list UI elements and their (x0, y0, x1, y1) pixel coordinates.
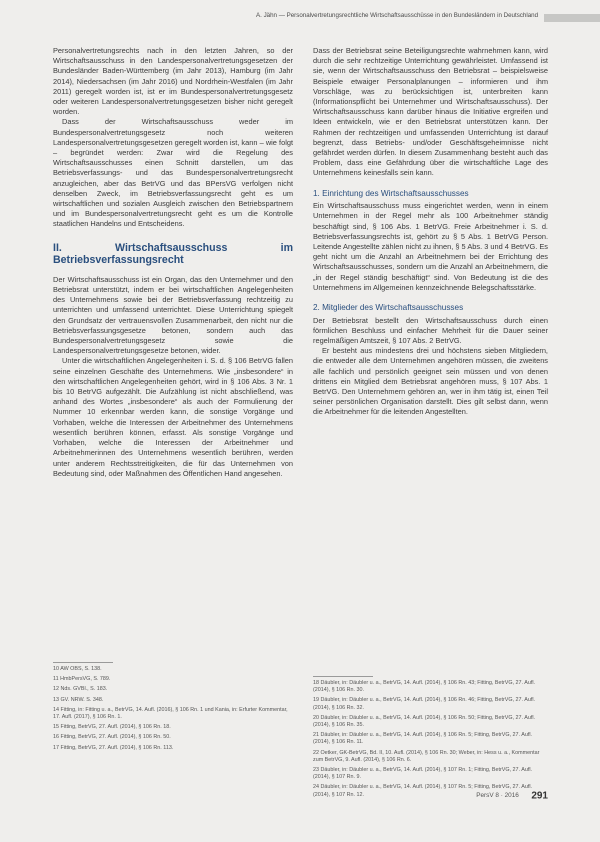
footnote: 10 AW OBS, S. 138. (53, 666, 102, 672)
right-paragraph-4: Er besteht aus mindestens drei und höchstens sieben Mitgliedern, die entweder alle dem Unternehmen angehören müssen, die zweitens alle fachlich und persönlich geeignet sein müssen und von denen drittens ein Mitglied dem Betriebsrat angehören muss, § 107 Abs. 1 BetrVG. Den Unternehmern gehören an, wer in ihm tätig ist, einen Teil seiner persönlichen Organisation darstellt. Dies gilt selbst dann, wenn die Arbeitnehmer für die leitenden Angestellten. (313, 346, 548, 417)
header-accent-bar (544, 14, 600, 22)
footnotes-left (53, 666, 293, 755)
page-number: 291 (531, 790, 548, 802)
running-title: A. Jähn — Personalvertretungsrechtliche Wirtschaftsausschüsse in den Bundesländern in Deutschland (256, 12, 539, 19)
footnote: 17 Fitting, BetrVG, 27. Aufl. (2014), § 106 Rn. 113. (53, 744, 174, 751)
footnote: 23 Däubler, in: Däubler u. a., BetrVG, 14. Aufl. (2014), § 107 Rn. 1; Fitting, BetrVG, 27. Aufl. (2014), § 107 Rn. 9. (313, 767, 533, 781)
right-paragraph-1: Dass der Betriebsrat seine Beteiligungsrechte wahrnehmen kann, wird durch die sehr rechtzeitige Unterrichtung gewährleistet. Umfassend ist sie, wenn der Wirtschaftsausschuss den Betriebsrat – beispielsweise Beispiele etwaiger Personalplanungen – informieren und ihm Vorschläge, was zu berücksichtigen ist, unterbreiten kann (Informationspflicht bei Unternehmer und Wirtschaftsausschuss). Der Wirtschaftsausschuss kann darüber hinaus die Initiative ergreifen und Ideen entwickeln, wie er den Betriebsrat unterstützen kann. Der Rahmen der rechtzeitigen und umfassenden Unterrichtung ist darauf begrenzt, dass Betriebs- und/oder Geschäftsgeheimnisse nicht gefährdet werden dürfen. In diesem Zusammenhang besteht auch das Problem, dass eine Gefährdung über die wirtschaftliche Lage des Unternehmens keinesfalls sein kann. (313, 46, 548, 178)
section-heading: II. Wirtschaftsausschuss im Betriebsverfassungsrecht (53, 241, 293, 267)
right-paragraph-2: Ein Wirtschaftsausschuss muss eingerichtet werden, wenn in einem Unternehmen in der Regel mehr als 100 Arbeitnehmer ständig beschäftigt sind, § 106 Abs. 1 BetrVG. Freie Arbeitnehmer i. S. d. Betriebsverfassungsrechts ist, gehört zu § 5 Abs. 1 BetrVG Person. Leitende Angestellte zählen nicht zu ihnen, § 5 Abs. 3 und 4 BetrVG. Es geht nicht um die Anzahl an Arbeitnehmern bei der Errichtung des Wirtschaftsausschusses, sondern um die Anzahl an Arbeitnehmern, die „in der Regel ständig beschäftigt“ sind. Von Bedeutung ist die des Unternehmens im Allgemeinen kennzeichnende Belegschaftsstärke. (313, 201, 548, 292)
footnote: 24 Däubler, in: Däubler u. a., BetrVG, 14. Aufl. (2014), § 107 Rn. 5; Fitting, BetrVG, 27. Aufl. (2014), § 107 Rn. 12. (313, 784, 533, 798)
left-paragraph-3: Der Wirtschaftsausschuss ist ein Organ, das den Unternehmer und den Betriebsrat unterstützt, indem er bei wirtschaftlichen Angelegenheiten des Unternehmens sowie bei der Betriebsverfassung rechtzeitig zu unterrichten und umfassend unterrichtet. Diese Unterrichtung spiegelt den Grundsatz der vertrauensvollen Zusammenarbeit, den nicht nur die Betriebsverfassungsgesetze betonen, sondern auch das Bundespersonalvertretungsgesetz sowie die Landespersonalvertretungsgesetze betonen, wider. (53, 274, 293, 356)
footnotes-right (313, 680, 548, 802)
left-column (53, 46, 293, 479)
running-header (0, 12, 600, 30)
footnote: 16 Fitting, BetrVG, 27. Aufl. (2014), § 106 Rn. 50. (53, 734, 171, 741)
journal-issue: PersV 8 · 2016 (476, 792, 519, 800)
footnote: 12 Nds. GVBl., S. 183. (53, 686, 108, 693)
footnote: 19 Däubler, in: Däubler u. a., BetrVG, 14. Aufl. (2014), § 106 Rn. 46; Fitting, BetrVG, 27. Aufl. (2014), § 106 Rn. 32. (313, 697, 536, 711)
footnote-divider-right (313, 676, 373, 677)
left-paragraph-4: Unter die wirtschaftlichen Angelegenheiten i. S. d. § 106 BetrVG fallen seine einzelnen Geschäfte des Unternehmens. Wie „insbesondere“ in den wirtschaftlichen Angelegenheiten gehört, wird in § 106 Abs. 3 Nr. 1 bis 10 BetrVG aufgezählt. Die Aufzählung ist nicht abschließend, was anhand des Wortes „insbesondere“ als auch der Formulierung der Nummer 10 erkennbar werden kann, die sonstige Vorgänge und Vorhaben, welche die Interessen der Arbeitnehmer des Unternehmens wesentlich berühren können, erfasst. Als sonstige Vorgänge und Vorhaben, welche die Interessen der Arbeitnehmer und Arbeitnehmerinnen des Unternehmens wesentlich berühren, werden unter anderem Rechtsstreitigkeiten, die für das Unternehmen von Bedeutung sind, oder Maßnahmen des Öffentlichen Hand angesehen. (53, 356, 293, 478)
footnote: 13 GV. NRW. S. 348. (53, 696, 104, 703)
footnote: 14 Fitting, in: Fitting u. a., BetrVG, 14. Aufl. (2016), § 106 Rn. 1 und Kania, in: Erfurter Kommentar, 17. Aufl. (2017), § 106 Rn. 1. (53, 706, 288, 721)
subsection-heading-2: 2. Mitglieder des Wirtschaftsausschusses (313, 303, 464, 313)
footnote: 18 Däubler, in: Däubler u. a., BetrVG, 14. Aufl. (2014), § 106 Rn. 43; Fitting, BetrVG, 27. Aufl. (2014), § 106 Rn. 30. (313, 680, 536, 694)
left-paragraph-1: Personalvertretungsrechts nach in den letzten Jahren, so der Wirtschaftsausschuss in den Landespersonalvertretungsgesetzen der Bundesländer Baden-Württemberg (im Jahr 2013), Hamburg (im Jahr 2014), Niedersachsen (im Jahr 2016) und Nordrhein-Westfalen (im Jahr 2011) geregelt worden ist, ist er im Bundespersonalvertretungsgesetz oder weiteren Landespersonalvertretungsgesetzen bisher nicht geregelt worden. (53, 46, 293, 117)
footnote: 20 Däubler, in: Däubler u. a., BetrVG, 14. Aufl. (2014), § 106 Rn. 50; Fitting, BetrVG, 27. Aufl. (2014), § 106 Rn. 35. (313, 714, 536, 729)
footnote: 21 Däubler, in: Däubler u. a., BetrVG, 14. Aufl. (2014), § 106 Rn. 5; Fitting, BetrVG, 27. Aufl. (2014), § 106 Rn. 11. (313, 732, 533, 746)
footnote: 11 HmbPersVG, S. 789. (53, 676, 111, 683)
right-column (313, 46, 548, 418)
right-paragraph-3: Der Betriebsrat bestellt den Wirtschaftsausschuss durch einen förmlichen Beschluss und einfacher Mehrheit für die Dauer seiner regelmäßigen Amtszeit, § 107 Abs. 2 BetrVG. (313, 315, 548, 346)
left-paragraph-2: Dass der Wirtschaftsausschuss weder im Bundespersonalvertretungsgesetz noch weiteren Landespersonalvertretungsgesetzen geregelt worden ist, kann – wie folgt – begründet werden: Zwar wird die Regelung des Wirtschaftsausschusses einen Schnitt darstellen, um das Betriebsverfassungs- und das Bundespersonalvertretungsrecht anzugleichen, aber das BetrVG und das BPersVG verfolgen nicht denselben Zweck, im Betriebsverfassungsrecht geht es um wirtschaftlichen und sozialen Ausgleich zwischen den Betriebspartnern und im Bundespersonalvertretungsrecht geht es um die Kontrolle staatlichen Handelns und Entscheidens. (53, 117, 293, 229)
footnote: 15 Fitting, BetrVG, 27. Aufl. (2014), § 106 Rn. 18. (53, 724, 171, 731)
subsection-heading-1: 1. Einrichtung des Wirtschaftsausschusses (313, 188, 469, 198)
page-footer (476, 787, 548, 801)
footnote: 22 Oetker, GK-BetrVG, Bd. II, 10. Aufl. (2014), § 106 Rn. 30; Weber, in: Hess u. a., Kommentar zum BetrVG, 9. Aufl. (2014), § 106 Rn. 6. (313, 749, 540, 763)
footnote-divider-left (53, 662, 113, 663)
